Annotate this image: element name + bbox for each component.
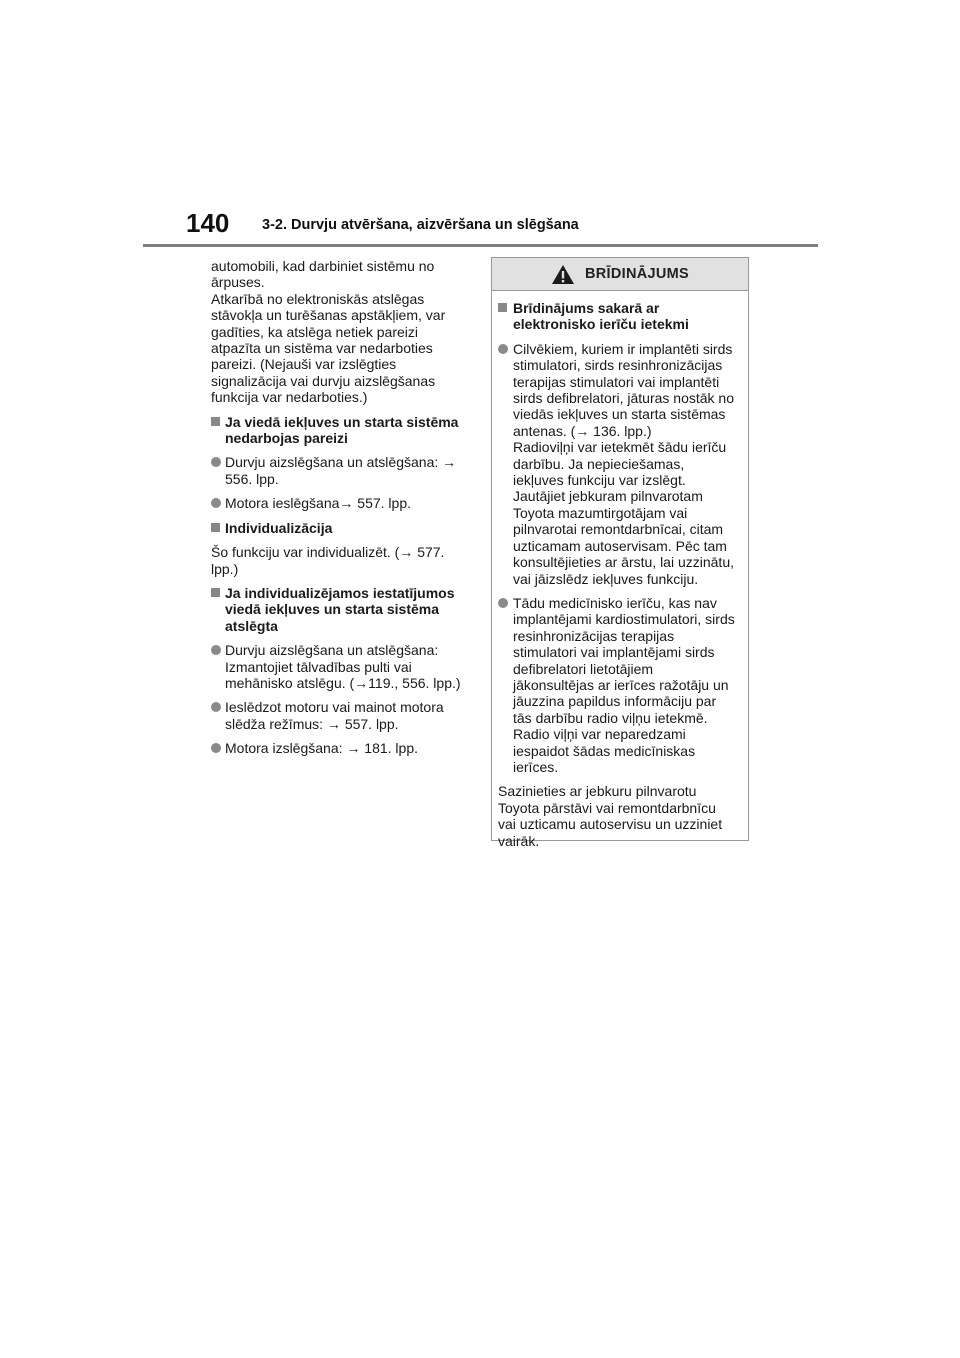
text-line: Tādu medicīnisko ierīču, kas nav bbox=[513, 594, 717, 611]
text-line: Durvju aizslēgšana un atslēgšana: bbox=[225, 642, 439, 659]
circle-bullet-icon bbox=[211, 743, 221, 753]
text-line: jākonsultējas ar ierīces ražotāju un bbox=[513, 676, 729, 693]
section-heading bbox=[211, 414, 473, 447]
text-line: ierīces. bbox=[513, 758, 559, 775]
text-line: viedās iekļuves un starta sistēmas bbox=[513, 406, 726, 423]
section-heading bbox=[211, 520, 473, 536]
circle-bullet-icon bbox=[211, 498, 221, 508]
text-line: tās darbību radio viļņu ietekmē. bbox=[513, 709, 708, 726]
text-line: darbību. Ja nepieciešamas, bbox=[513, 455, 685, 472]
chapter-title: 3-2. Durvju atvēršana, aizvēršana un slēgšana bbox=[262, 217, 579, 233]
text-line: Atkarībā no elektroniskās atslēgas bbox=[211, 290, 425, 307]
heading-line: elektronisko ierīču ietekmi bbox=[513, 316, 689, 333]
warning-title: BRĪDINĀJUMS bbox=[585, 265, 689, 282]
circle-bullet-icon bbox=[211, 702, 221, 712]
list-item bbox=[211, 454, 473, 487]
text-line: pilnvarotai remontdarbnīcai, citam bbox=[513, 521, 724, 538]
text-line: konsultējieties ar ārstu, lai uzzinātu, bbox=[513, 554, 734, 571]
warning-header bbox=[492, 258, 748, 291]
text-line: funkcija var nedarboties.) bbox=[211, 389, 368, 406]
text-line: implantējami kardiostimulatori, sirds bbox=[513, 611, 735, 628]
text-line: stimulatori, sirds resinhronizācijas bbox=[513, 357, 723, 374]
heading-line: Individualizācija bbox=[225, 519, 333, 536]
circle-bullet-icon bbox=[211, 645, 221, 655]
circle-bullet-icon bbox=[498, 598, 508, 608]
text-line: Izmantojiet tālvadības pulti vai bbox=[225, 658, 412, 675]
text-line: 556. lpp. bbox=[225, 470, 279, 487]
text-line: gadīties, ka atslēga netiek pareizi bbox=[211, 323, 419, 340]
square-bullet-icon bbox=[211, 588, 220, 597]
text-line: lpp.) bbox=[211, 560, 239, 577]
text-line: Motora izslēgšana: → 181. lpp. bbox=[225, 740, 418, 757]
list-item bbox=[211, 740, 473, 756]
text-line: pareizi. (Nejauši var izslēgties bbox=[211, 356, 397, 373]
circle-bullet-icon bbox=[211, 457, 221, 467]
text-line: uzticamam autoservisam. Pēc tam bbox=[513, 537, 727, 554]
warning-heading bbox=[498, 300, 739, 333]
text-line: Cilvēkiem, kuriem ir implantēti sirds bbox=[513, 340, 733, 357]
text-line: terapijas stimulatori vai implantēti bbox=[513, 373, 720, 390]
warning-list-item bbox=[498, 595, 739, 775]
text-line: ārpuses. bbox=[211, 274, 265, 291]
circle-bullet-icon bbox=[498, 344, 508, 354]
text-line: antenas. (→ 136. lpp.) bbox=[513, 422, 652, 439]
section-heading bbox=[211, 585, 473, 634]
text-line: iespaidot šādas medicīniskas bbox=[513, 742, 696, 759]
text-line: iekļuves funkciju var izslēgt. bbox=[513, 472, 686, 489]
warning-list-item bbox=[498, 341, 739, 587]
text-line: resinhronizācijas terapijas bbox=[513, 627, 675, 644]
text-line: Motora ieslēgšana→ 557. lpp. bbox=[225, 495, 411, 512]
heading-line: Brīdinājums sakarā ar bbox=[513, 300, 660, 316]
heading-line: viedā iekļuves un starta sistēma bbox=[225, 601, 439, 618]
text-line: stāvokļa un turēšanas apstākļiem, var bbox=[211, 307, 446, 324]
text-line: Ieslēdzot motoru vai mainot motora bbox=[225, 699, 444, 716]
text-line: Radio viļņi var neparedzami bbox=[513, 726, 686, 743]
text-line: automobili, kad darbiniet sistēmu no bbox=[211, 258, 435, 274]
text-line: Jautājiet jebkuram pilnvarotam bbox=[513, 488, 703, 505]
warning-triangle-icon bbox=[551, 264, 575, 285]
heading-line: Ja viedā iekļuves un starta sistēma bbox=[225, 413, 459, 430]
text-line: vai jāizslēdz iekļuves funkciju. bbox=[513, 570, 699, 587]
square-bullet-icon bbox=[498, 303, 507, 312]
text-line: vairāk. bbox=[498, 832, 540, 849]
text-line: Toyota mazumtirgotājam vai bbox=[513, 504, 688, 521]
text-line: atpazīta un sistēma var nedarboties bbox=[211, 340, 433, 357]
text-line: sirds defibrelatori, jāturas nostāk no bbox=[513, 390, 734, 407]
text-line: stimulatori vai implantējami sirds bbox=[513, 644, 715, 661]
list-item bbox=[211, 699, 473, 732]
heading-line: nedarbojas pareizi bbox=[225, 430, 348, 447]
text-line: Sazinieties ar jebkuru pilnvarotu bbox=[498, 783, 697, 800]
text-line: Durvju aizslēgšana un atslēgšana: → bbox=[225, 454, 457, 471]
warning-body bbox=[492, 291, 748, 849]
text-line: Radioviļņi var ietekmēt šādu ierīču bbox=[513, 439, 727, 456]
text-line: slēdža režīmus: → 557. lpp. bbox=[225, 715, 399, 732]
warning-closing-paragraph bbox=[498, 783, 739, 849]
list-item bbox=[211, 642, 473, 691]
text-line: signalizācija vai durvju aizslēgšanas bbox=[211, 372, 436, 389]
warning-box bbox=[491, 257, 749, 849]
square-bullet-icon bbox=[211, 523, 220, 532]
text-line: mehānisko atslēgu. (→119., 556. lpp.) bbox=[225, 674, 461, 691]
section-paragraph bbox=[211, 544, 473, 577]
heading-line: atslēgta bbox=[225, 617, 278, 634]
intro-paragraph bbox=[211, 258, 473, 406]
list-item bbox=[211, 495, 473, 511]
left-column bbox=[211, 258, 473, 765]
square-bullet-icon bbox=[211, 417, 220, 426]
header-rule bbox=[143, 244, 818, 247]
heading-line: Ja individualizējamos iestatījumos bbox=[225, 584, 455, 601]
page-number: 140 bbox=[186, 208, 230, 238]
text-line: jāuzzina papildus informāciju par bbox=[513, 693, 717, 710]
text-line: vai uzticamu autoservisu un uzziniet bbox=[498, 816, 723, 833]
text-line: Šo funkciju var individualizēt. (→ 577. bbox=[211, 544, 445, 561]
text-line: defibrelatori lietotājiem bbox=[513, 660, 654, 677]
text-line: Toyota pārstāvi vai remontdarbnīcu bbox=[498, 799, 716, 816]
